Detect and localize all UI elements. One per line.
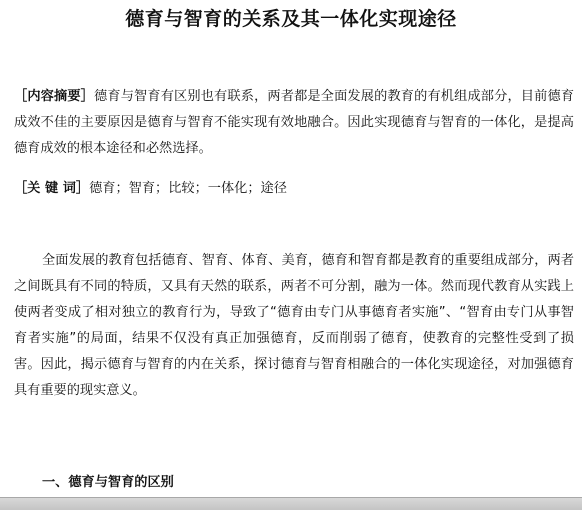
abstract-label: ［内容摘要］ <box>14 89 95 104</box>
keywords-text: 德育；智育；比较；一体化；途径 <box>89 181 287 196</box>
abstract-paragraph <box>14 84 574 162</box>
body-paragraph: 全面发展的教育包括德育、智育、体育、美育，德育和智育都是教育的重要组成部分，两者之间既具有不同的特质，又具有天然的联系，两者不可分割，融为一体。然而现代教育从实践上使两者变成了相对独立的教育行为，导致了“德育由专门从事德育者实施”、“智育由专门从事智育者实施”的局面，结果不仅没有真正加强德育，反而削弱了德育，使教育的完整性受到了损害。因此，揭示德育与智育的内在关系，探讨德育与智育相融合的一体化实现途径，对加强德育具有重要的现实意义。 <box>14 253 574 398</box>
document-title: 德育与智育的关系及其一体化实现途径 <box>125 8 457 30</box>
window-bottom-bar <box>0 497 582 510</box>
keywords-label: ［关 键 词］ <box>14 181 90 196</box>
keywords-line <box>14 176 574 202</box>
section-heading: 一、德育与智育的区别 <box>42 475 174 490</box>
abstract-text: 德育与智育有区别也有联系，两者都是全面发展的教育的有机组成部分，目前德育成效不佳的主要原因是德育与智育不能实现有效地融合。因此实现德育与智育的一体化，是提高德育成效的根本途径和必然选择。 <box>14 89 575 156</box>
